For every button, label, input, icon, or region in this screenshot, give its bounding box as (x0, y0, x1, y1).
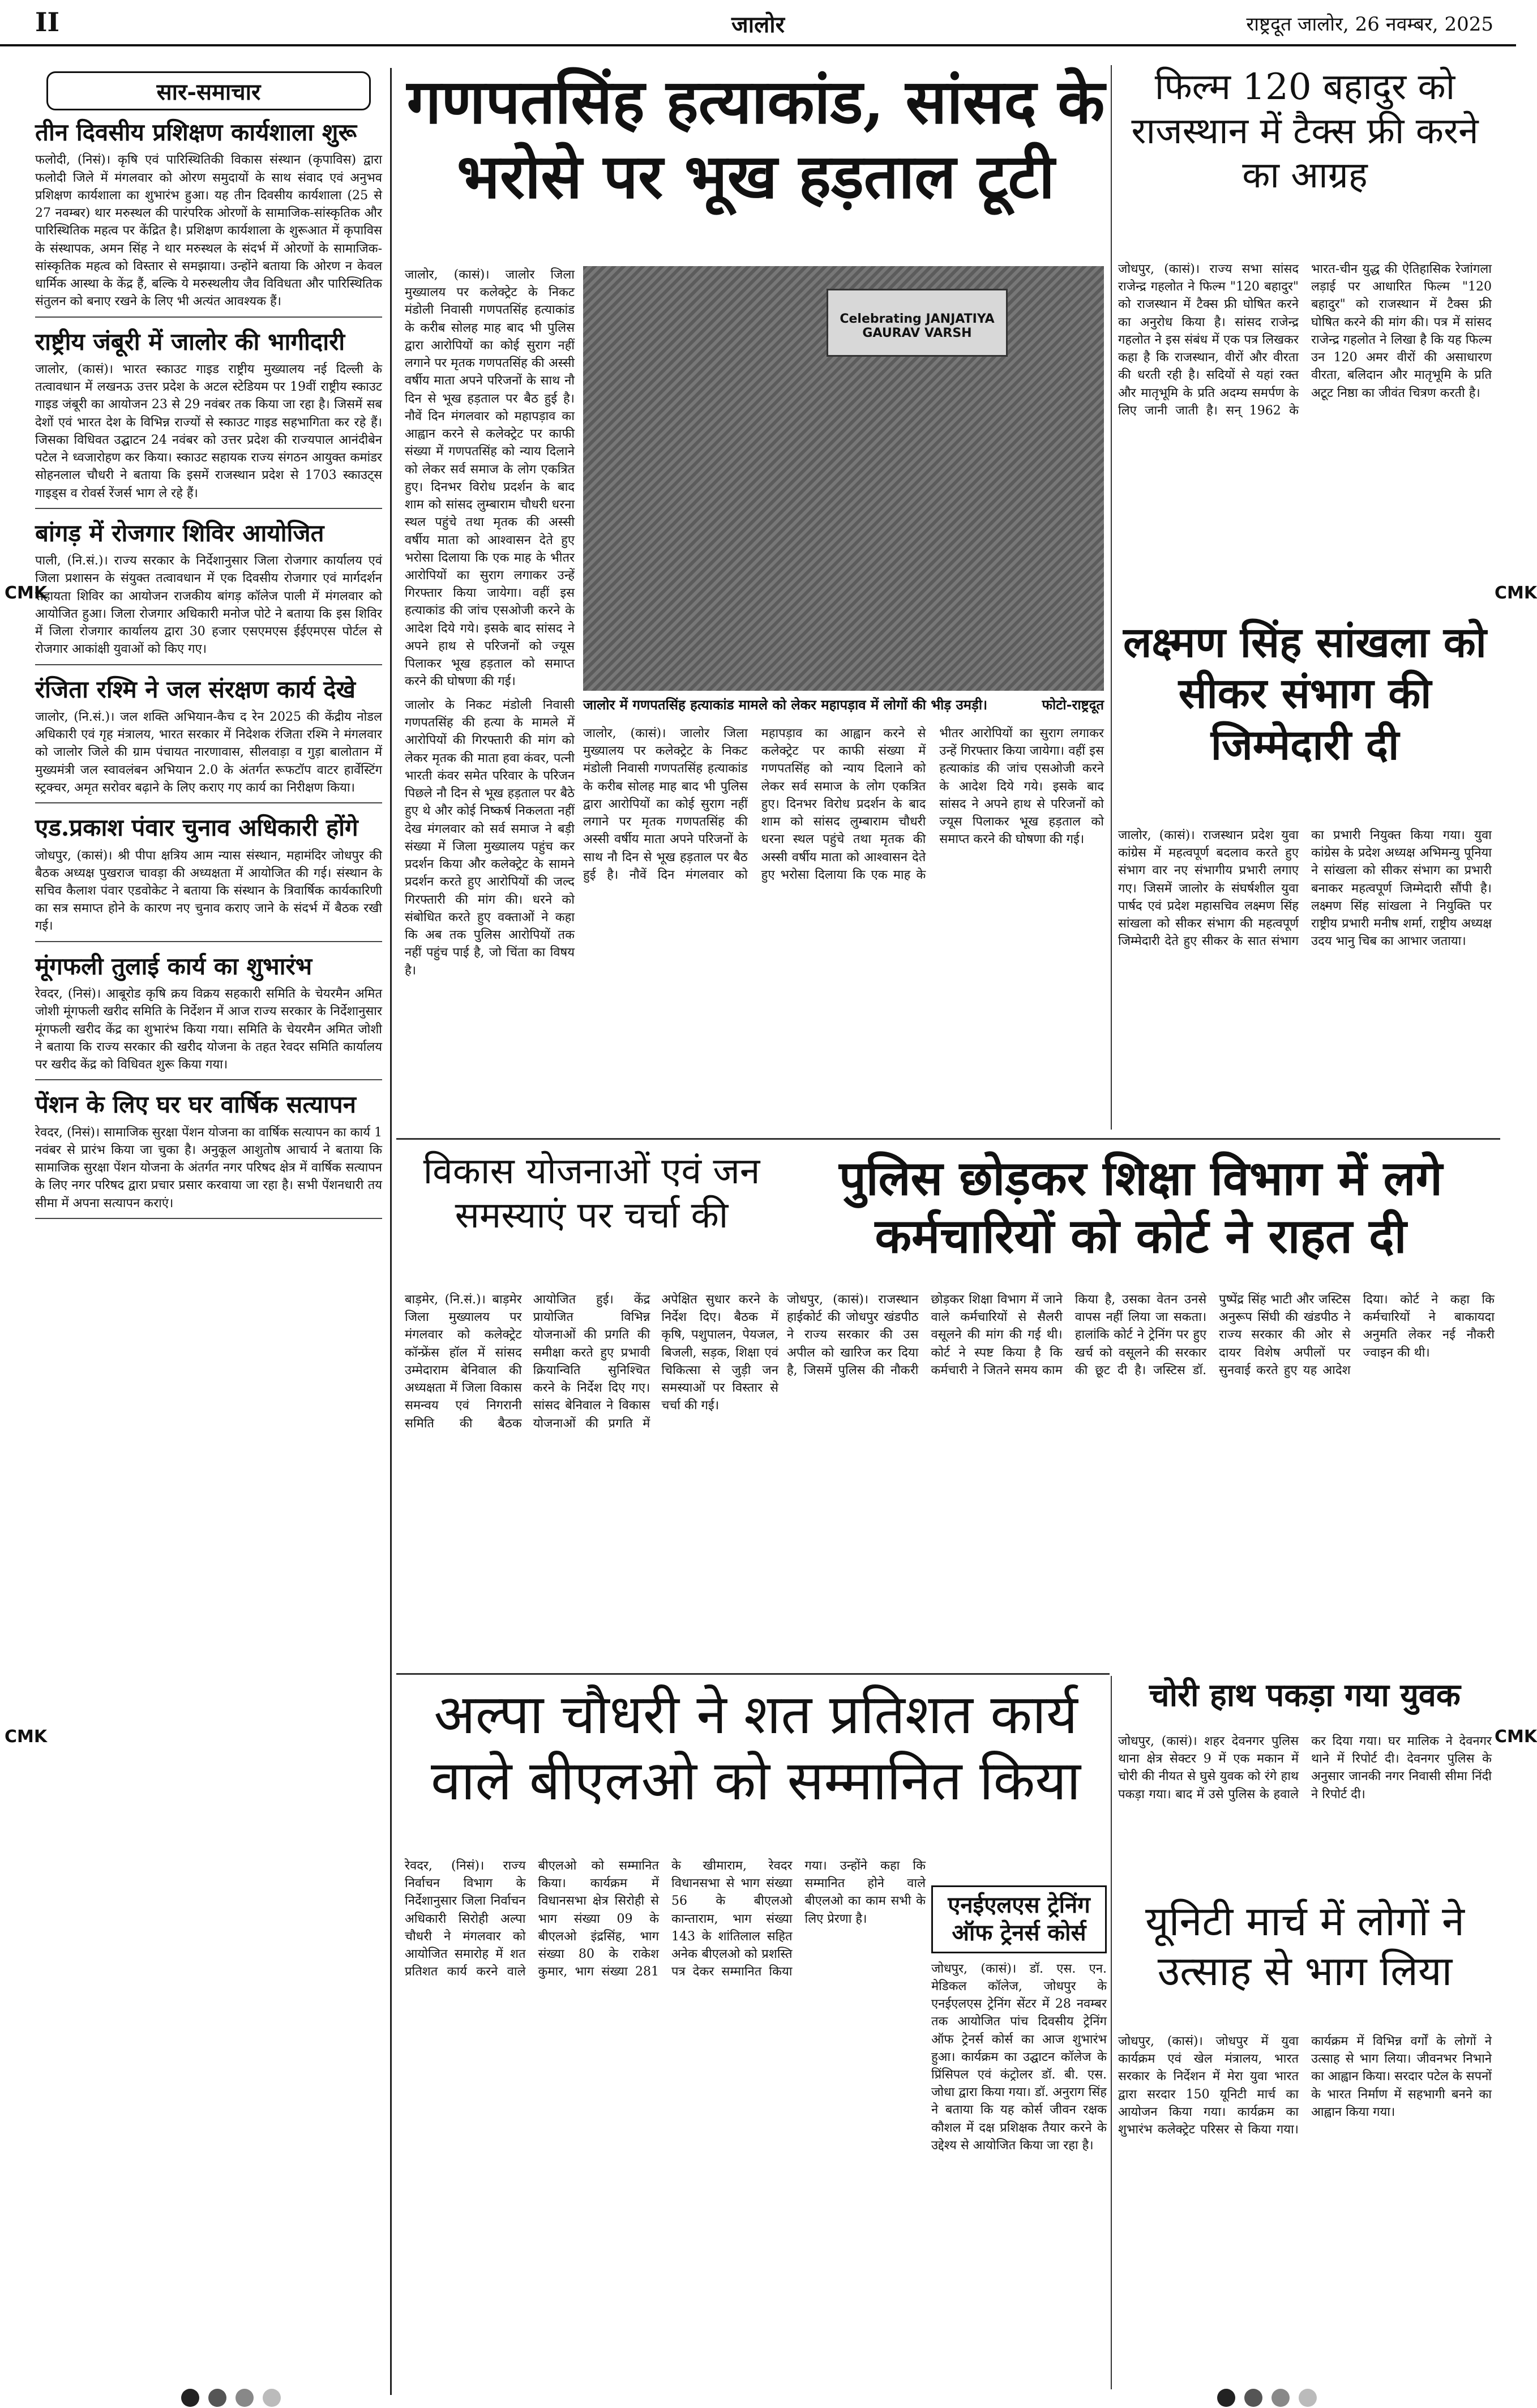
alpa-headline-block (405, 1682, 1107, 1846)
brief-title: तीन दिवसीय प्रशिक्षण कार्यशाला शुरू (35, 118, 357, 146)
color-dot (1217, 2389, 1235, 2407)
color-bar-right (1217, 2388, 1330, 2407)
caption-text: जालोर में गणपतसिंह हत्याकांड मामले को लेकर महापड़ाव में लोगों की भीड़ उमड़ी। (583, 696, 988, 713)
photo-banner-text: Celebrating JANJATIYA GAURAV VARSH (827, 289, 1008, 357)
section-divider (396, 1138, 1500, 1140)
brief-title: राष्ट्रीय जंबूरी में जालोर की भागीदारी (35, 327, 345, 356)
alpa-body: रेवदर, (निसं)। राज्य निर्वाचन विभाग के निर्देशानुसार जिला निर्वाचन अधिकारी सिरोही अल्पा चौधरी ने मंगलवार को आयोजित समारोह में शत प्रतिशत कार्य करने वाले बीएलओ को सम्मानित किया। कार्यक्रम में विधानसभा क्षेत्र सिरोही से भाग संख्या 09 के बीएलओ इंद्रसिंह, भाग संख्या 80 के राकेश कुमार, भाग संख्या 281 के खीमाराम, रेवदर विधानसभा से भाग संख्या 56 के बीएलओ कान्ताराम, भाग संख्या 143 के शांतिलाल सहित अनेक बीएलओ को प्रशस्ति पत्र देकर सम्मानित किया गया। उन्होंने कहा कि सम्मानित होने वाले बीएलओ का काम सभी के लिए प्रेरणा है। (405, 1859, 926, 1979)
nels-body: जोधपुर, (कासं)। डॉ. एस. एन. मेडिकल कॉलेज, जोधपुर के एनईएलएस ट्रेनिंग सेंटर में 28 नवम्बर तक आयोजित पांच दिवसीय ट्रेनिंग ऑफ ट्रेनर्स कोर्स का आज शुभारंभ हुआ। कार्यक्रम का उद्घाटन कॉलेज के प्रिंसिपल एवं कंट्रोलर डॉ. बी. एस. जोधा द्वारा किया गया। डॉ. अनुराग सिंह ने बताया कि यह कोर्स जीवन रक्षक कौशल में दक्ष प्रशिक्षक तैयार करने के उद्देश्य से आयोजित किया जा रहा है। (931, 1961, 1107, 2153)
color-dot (263, 2389, 281, 2407)
brief-title: मूंगफली तुलाई कार्य का शुभारंभ (35, 952, 312, 980)
brief-body: जालोर, (नि.सं.)। जल शक्ति अभियान-कैच द रेन 2025 की केंद्रीय नोडल अधिकारी एवं गृह मंत्रालय, भारत सरकार में निदेशक रंजिता रश्मि ने मंगलवार को जालोर जिले की ग्राम पंचायत नारणावास, सीलवाड़ा व गुड़ा बालोतान में मुख्यमंत्री जल स्वावलंबन अभियान 2.0 के अंतर्गत रूफटॉप वाटर हार्वेस्टिंग स्ट्रक्चर, अमृत सरोवर बढ़ाने के लिए कराए गए कार्य का निरीक्षण किया। (35, 709, 382, 795)
lakshman-headline: लक्ष्मण सिंह सांखला को सीकर संभाग की जिम्मेदारी दी (1123, 618, 1487, 769)
city-title: जालोर (731, 11, 785, 38)
police-headline: पुलिस छोड़कर शिक्षा विभाग में लगे कर्मचारियों को कोर्ट ने राहत दी (839, 1150, 1442, 1264)
brief-body: रेवदर, (निसं)। आबूरोड कृषि क्रय विक्रय सहकारी समिति के चेयरमैन अमित जोशी मूंगफली खरीद समिति के निर्देशन में आज राज्य सरकार के निर्देशानुसार मूंगफली खरीद केंद्र का शुभारंभ किया गया। समिति के चेयरमैन अमित जोशी ने बताया कि राज्य सरकार की खरीद योजना के तहत रेवदर समिति कार्यालय पर खरीद केंद्र को विधिवत शुरू किया गया। (35, 987, 382, 1072)
brief-item (35, 675, 382, 804)
registration-mark-left: CMK (5, 583, 48, 603)
brief-item (35, 814, 382, 942)
brief-body: जोधपुर, (कासं)। श्री पीपा क्षत्रिय आम न्यास संस्थान, महामंदिर जोधपुर की बैठक अध्यक्ष पुखराज चावड़ा की अध्यक्षता में आयोजित की गई। संस्थान के सचिव कैलाश पंवार एडवोकेट ने बताया कि संस्थान के त्रिवार्षिक कार्यकारिणी का सत्र समाप्त होने के कारण नए चुनाव कराए जाने के संदर्भ में बैठक रखी गई। (35, 848, 382, 934)
brief-body: पाली, (नि.सं.)। राज्य सरकार के निर्देशानुसार जिला रोजगार कार्यालय एवं जिला प्रशासन के संयुक्त तत्वावधान में एक दिवसीय रोजगार एवं मार्गदर्शन सहायता शिविर का आयोजन राजकीय बांगड़ कॉलेज पाली में मंगलवार को आयोजित हुआ। जिला रोजगार अधिकारी मनोज पोटे ने बताया कि इस शिविर में जिला रोजगार कार्यालय द्वारा 30 हजार एसएमएस ईईएमएस पोर्टल से रोजगार आकांक्षी युवाओं को किए गए। (35, 554, 382, 657)
film-headline-block (1118, 65, 1492, 252)
lead-body-columns: जालोर, (कासं)। जालोर जिला मुख्यालय पर कलेक्ट्रेट के निकट मंडोली निवासी गणपतसिंह हत्याकांड के करीब सोलह माह बाद भी पुलिस द्वारा आरोपियों का कोई सुराग नहीं लगाने पर मृतक गणपतसिंह की अस्सी वर्षीय माता अपने परिजनों के साथ नौ दिन से भूख हड़ताल पर बैठ हुई है। नौवें दिन मंगलवार को महापड़ाव का आह्वान करने से कलेक्ट्रेट पर काफी संख्या में गणपतसिंह को न्याय दिलाने को लेकर सर्व समाज के लोग एकत्रित हुए। दिनभर विरोध प्रदर्शन के बाद शाम को सांसद लुम्बाराम चौधरी धरना स्थल पहुंचे तथा मृतक की अस्सी वर्षीय माता को आश्वासन देते हुए भरोसा दिलाया कि एक माह के भीतर आरोपियों का सुराग लगाकर उन्हें गिरफ्तार किया जायेगा। वहीं इस हत्याकांड की जांच एसओजी करने के आदेश दिये गये। इसके बाद सांसद ने अपने हाथ से परिजनों को ज्यूस पिलाकर भूख हड़ताल को समाप्त करने की घोषणा की गई। (583, 726, 1104, 882)
color-dot (181, 2389, 199, 2407)
film-headline: फिल्म 120 बहादुर को राजस्थान में टैक्स फ्री करने का आग्रह (1131, 66, 1479, 197)
color-dot (208, 2389, 226, 2407)
page-number: II (35, 7, 60, 37)
color-dot (236, 2389, 254, 2407)
column-rule (1111, 1676, 1112, 2389)
lakshman-body: जालोर, (कासं)। राजस्थान प्रदेश युवा कांग्रेस में महत्वपूर्ण बदलाव करते हुए संभाग वार नए संभागीय प्रभारी लगाए गए। जिसमें जालोर के संघर्षशील युवा पार्षद एवं प्रदेश महासचिव लक्ष्मण सिंह सांखला को सीकर संभाग की महत्वपूर्ण जिम्मेदारी देते हुए सीकर के सात संभाग का प्रभारी नियुक्त किया गया। युवा कांग्रेस के प्रदेश अध्यक्ष अभिमन्यु पूनिया ने सांखला को सीकर संभाग का प्रभारी बनाकर महत्वपूर्ण जिम्मेदारी सौंपी है। लक्ष्मण सिंह सांखला ने नियुक्ति पर राष्ट्रीय प्रभारी मनीष शर्मा, राष्ट्रीय अध्यक्ष उदय भानु चिब का आभार जताया। (1118, 828, 1492, 949)
chori-headline-block (1118, 1676, 1492, 1727)
brief-title: एड.प्रकाश पंवार चुनाव अधिकारी होंगे (35, 814, 358, 842)
film-body: जोधपुर, (कासं)। राज्य सभा सांसद राजेन्द्र गहलोत ने फिल्म "120 बहादुर" को राजस्थान में टैक्स फ्री घोषित करने का अनुरोध किया है। सांसद राजेन्द्र गहलोत ने इस संबंध में एक पत्र लिखकर कहा है कि राजस्थान, वीरों और वीरता की धरती रही है। सदियों से यहां रक्त और मातृभूमि के प्रति अदम्य समर्पण के लिए जानी जाती है। सन् 1962 के भारत-चीन युद्ध की ऐतिहासिक रेजांगला लड़ाई पर आधारित फिल्म "120 बहादुर" को राजस्थान में टैक्स फ्री घोषित करने की मांग की। पत्र में सांसद राजेन्द्र गहलोत ने लिखा है कि यह फिल्म उन 120 अमर वीरों की असाधारण वीरता, बलिदान और मातृभूमि के प्रति अटूट निष्ठा का जीवंत चित्रण करती है। (1118, 262, 1492, 418)
chori-body: जोधपुर, (कासं)। शहर देवनगर पुलिस थाना क्षेत्र सेक्टर 9 में एक मकान में चोरी की नीयत से घुसे युवक को रंगे हाथ पकड़ा गया। बाद में उसे पुलिस के हवाले कर दिया गया। घर मालिक ने देवनगर थाने में रिपोर्ट दी। देवनगर पुलिस के अनुसार जानकी नगर निवासी सीमा निंदी ने रिपोर्ट दी। (1118, 1734, 1492, 1802)
color-dot (1299, 2389, 1317, 2407)
brief-item (35, 952, 382, 1081)
chori-headline: चोरी हाथ पकड़ा गया युवक (1149, 1676, 1461, 1714)
vikas-headline: विकास योजनाओं एवं जन समस्याएं पर चर्चा की (423, 1150, 760, 1237)
registration-mark-right: CMK (1495, 1727, 1537, 1747)
alpa-headline: अल्पा चौधरी ने शत प्रतिशत कार्य वाले बीएलओ को सम्मानित किया (431, 1683, 1081, 1813)
unity-body: जोधपुर, (कासं)। जोधपुर में युवा कार्यक्रम एवं खेल मंत्रालय, भारत सरकार के निर्देशन में मेरा युवा भारत द्वारा सरदार 150 यूनिटी मार्च का आयोजन किया गया। कार्यक्रम का शुभारंभ कलेक्ट्रेट परिसर से किया गया। कार्यक्रम में विभिन्न वर्गों के लोगों ने उत्साह से भाग लिया। जीवनभर निभाने का आह्वान किया। सरदार पटेल के सपनों के भारत निर्माण में सहभागी बनने का आह्वान किया गया। (1118, 2034, 1492, 2137)
masthead-bar (0, 0, 1516, 46)
lead-photo (583, 266, 1104, 691)
police-headline-block (787, 1149, 1495, 1285)
lead-body-column: जालोर, (कासं)। जालोर जिला मुख्यालय पर कलेक्ट्रेट के निकट मंडोली निवासी गणपतसिंह हत्याकांड के करीब सोलह माह बाद भी पुलिस द्वारा आरोपियों का कोई सुराग नहीं लगाने पर मृतक गणपतसिंह की अस्सी वर्षीय माता अपने परिजनों के साथ नौ दिन से भूख हड़ताल पर बैठ हुई है। नौवें दिन मंगलवार को महापड़ाव का आह्वान करने से कलेक्ट्रेट पर काफी संख्या में गणपतसिंह को न्याय दिलाने को लेकर सर्व समाज के लोग एकत्रित हुए। दिनभर विरोध प्रदर्शन के बाद शाम को सांसद लुम्बाराम चौधरी धरना स्थल पहुंचे तथा मृतक की अस्सी वर्षीय माता को आश्वासन देते हुए भरोसा दिलाया कि एक माह के भीतर आरोपियों का सुराग लगाकर उन्हें गिरफ्तार किया जायेगा। वहीं इस हत्याकांड की जांच एसओजी करने के आदेश दिये गये। इसके बाद सांसद ने अपने हाथ से परिजनों को ज्यूस पिलाकर भूख हड़ताल को समाप्त करने की घोषणा की गई। (405, 268, 575, 689)
unity-headline: यूनिटी मार्च में लोगों ने उत्साह से भाग लिया (1145, 1897, 1465, 1995)
vikas-headline-block (405, 1149, 778, 1285)
brief-title: रंजिता रश्मि ने जल संरक्षण कार्य देखे (35, 675, 356, 703)
nels-title: एनईएलएस ट्रेनिंग ऑफ ट्रेनर्स कोर्स (931, 1885, 1107, 1953)
color-bar-left (181, 2388, 294, 2407)
police-body: जोधपुर, (कासं)। राजस्थान हाईकोर्ट की जोधपुर खंडपीठ ने राज्य सरकार की उस अपील को खारिज कर दिया है, जिसमें पुलिस की नौकरी छोड़कर शिक्षा विभाग में जाने वाले कर्मचारियों से सैलरी वसूलने की मांग की गई थी। कोर्ट ने स्पष्ट किया है कि कर्मचारी ने जितने समय काम किया है, उसका वेतन उनसे वापस नहीं लिया जा सकता। हालांकि कोर्ट ने ट्रेनिंग पर हुए खर्च को वसूलने की सरकार की छूट दी है। जस्टिस डॉ. पुष्पेंद्र सिंह भाटी और जस्टिस अनुरूप सिंघी की खंडपीठ ने राज्य सरकार की ओर से दायर विशेष अपीलों पर सुनवाई करते हुए यह आदेश दिया। कोर्ट ने कहा कि कर्मचारियों ने बाकायदा अनुमति लेकर नई नौकरी ज्वाइन की थी। (787, 1293, 1495, 1378)
color-dot (1244, 2389, 1262, 2407)
lead-headline: गणपतसिंह हत्याकांड, सांसद के भरोसे पर भूख हड़ताल टूटी (406, 66, 1105, 212)
vikas-body: बाड़मेर, (नि.सं.)। बाड़मेर जिला मुख्यालय पर मंगलवार को कलेक्ट्रेट कॉन्फ्रेंस हॉल में सांसद उम्मेदाराम बेनिवाल की अध्यक्षता में जिला विकास समन्वय एवं निगरानी समिति की बैठक आयोजित हुई। केंद्र प्रायोजित विभिन्न योजनाओं की प्रगति की समीक्षा करते हुए प्रभावी क्रियान्विति सुनिश्चित करने के निर्देश दिए गए। सांसद बेनिवाल ने विकास योजनाओं की प्रगति में अपेक्षित सुधार करने के निर्देश दिए। बैठक में कृषि, पशुपालन, पेयजल, बिजली, सड़क, शिक्षा एवं चिकित्सा से जुड़ी जन समस्याओं पर विस्तार से चर्चा की गई। (405, 1293, 778, 1431)
briefs-section-title: सार-समाचार (46, 71, 371, 110)
brief-title: बांगड़ में रोजगार शिविर आयोजित (35, 519, 324, 547)
brief-title: पेंशन के लिए घर घर वार्षिक सत्यापन (35, 1090, 356, 1119)
caption-credit: फोटो-राष्ट्रदूत (1042, 696, 1104, 713)
column-rule (1111, 65, 1112, 1130)
unity-headline-block (1118, 1897, 1492, 2027)
brief-body: जालोर, (कासं)। भारत स्काउट गाइड राष्ट्रीय मुख्यालय नई दिल्ली के तत्वावधान में लखनऊ उत्तर प्रदेश के अटल स्टेडियम पर 19वीं राष्ट्रीय स्काउट गाइड जंबूरी का आयोजन 23 से 29 नवंबर तक किया जा रहा है। जिसमें सब देशों एवं भारत देश के विभिन्न राज्यों से स्काउट गाइड सहभागिता कर रहे हैं। जिसका विधिवत उद्घाटन 24 नवंबर को उत्तर प्रदेश की राज्यपाल आनंदीबेन पटेल ने ध्वजारोहण कर किया। स्काउट सहायक राज्य संगठन आयुक्त कमांडर सोहनलाल चौधरी ने बताया कि इसमें राजस्थान प्रदेश से 1703 स्काउट्स गाइड्स व रोवर्स रेंजर्स भाग ले रहे हैं। (35, 362, 382, 501)
registration-mark-left: CMK (5, 1727, 48, 1747)
brief-body: फलोदी, (निसं)। कृषि एवं पारिस्थितिकी विकास संस्थान (कृपाविस) द्वारा फलोदी जिले में मंगलवार को ओरण समुदायों के साथ संवाद एवं अनुभव प्रशिक्षण कार्यशाला का शुभारंभ हुआ। यह तीन दिवसीय कार्यशाला (25 से 27 नवम्बर) थार मरुस्थल की पारंपरिक ओरणों के सामाजिक-सांस्कृतिक और पारिस्थितिक महत्व पर केंद्रित है। प्रशिक्षण कार्यशाला के शुरूआत में कृपाविस के संस्थापक, अमन सिंह ने थार मरुस्थल के संदर्भ में ओरणों के सामाजिक-सांस्कृतिक महत्व को विस्तार से समझाया। उन्होंने बताया कि ओरण न केवल धार्मिक आस्था के केंद्र हैं, बल्कि ये मरुस्थलीय जैव विविधता और पारिस्थितिक संतुलन को बनाए रखने के लिए भी अत्यंत आवश्यक हैं। (35, 153, 382, 309)
section-divider (396, 1673, 1110, 1675)
lead-photo-caption (583, 695, 1104, 718)
dateline: राष्ट्रदूत जालोर, 26 नवम्बर, 2025 (1246, 13, 1493, 36)
lead-body-column-2: जालोर के निकट मंडोली निवासी गणपतसिंह की हत्या के मामले में आरोपियों की गिरफ्तारी की मांग को लेकर मृतक की माता हवा कंवर, पत्नी भारती कंवर समेत परिवार के परिजन पिछले नौ दिन से भूख हड़ताल पर बैठे हुए थे और कोई निष्कर्ष निकलता नहीं देख मंगलवार को सर्व समाज ने बड़ी संख्या में जिला मुख्यालय पहुंच कर प्रदर्शन किया और कलेक्ट्रेट के सामने प्रदर्शन करते हुए आरोपियों की जल्द गिरफ्तारी की मांग की। धरने को संबोधित करते हुए वक्ताओं ने कहा कि अब तक पुलिस आरोपियों तक नहीं पहुंच पाई है, जो चिंता का विषय है। (405, 698, 575, 978)
nels-story (931, 1885, 1107, 2384)
brief-item (35, 519, 382, 665)
registration-mark-right: CMK (1495, 583, 1537, 603)
brief-body: रेवदर, (निसं)। सामाजिक सुरक्षा पेंशन योजना का वार्षिक सत्यापन का कार्य 1 नवंबर से प्रारंभ किया जा चुका है। अनुकूल आशुतोष आचार्य ने बताया कि सामाजिक सुरक्षा पेंशन योजना के अंतर्गत नगर परिषद क्षेत्र में वार्षिक सत्यापन के लिए नगर परिषद द्वारा प्रचार प्रसार करवाया जा रहा है। सभी पेंशनधारी तय सीमा में अपना सत्यापन कराएं। (35, 1125, 382, 1211)
lead-headline-block (405, 65, 1107, 258)
color-dot (1271, 2389, 1290, 2407)
brief-item (35, 118, 382, 318)
lakshman-headline-block (1118, 617, 1492, 821)
brief-item (35, 1090, 382, 1219)
brief-item (35, 328, 382, 509)
news-briefs-sidebar (35, 68, 392, 2395)
